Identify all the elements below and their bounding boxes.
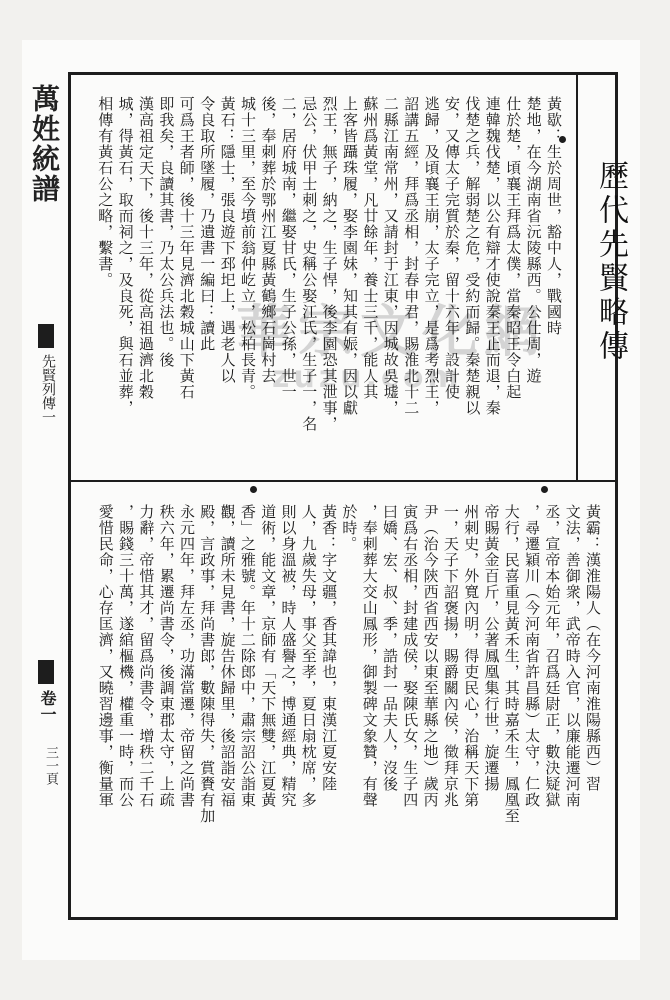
text-column: 曰嬌、宏、叔、季，誥封一品夫人，沒後 [381, 504, 399, 792]
text-column: 二，居府城南，繼娶甘氏，生子公孫，世一 [279, 96, 298, 400]
text-column: 黃石：隱士，張良遊下邳圯上，遇老人以 [218, 96, 237, 384]
watermark: 華宗文化網 [236, 300, 546, 365]
text-column: 黃霸：漢淮陽人（在今河南淮陽縣西）習 [584, 504, 602, 792]
text-column: ，賜錢三十萬，遂綰樞機，權重一時，而公 [117, 504, 136, 808]
entry-marker [250, 486, 257, 493]
text-column: 永元四年，拜左丞，功滿當遷，帝留之尚書 [178, 504, 196, 808]
text-column: 仕於楚，頃襄王拜爲太僕，當秦昭王令白起 [504, 96, 523, 400]
text-column: 殿，言政事，拜尚書郎，數陳得失，賞賚有加 [198, 504, 217, 824]
page-heading: 歷代先賢略傳 [593, 160, 628, 364]
text-column: 可爲王者師，後十三年見濟北穀城山下黃石 [177, 96, 196, 400]
text-column: 則以身溫被，時人盛譽之，博通經典，精究 [279, 504, 298, 808]
heading-rule [576, 75, 578, 480]
text-column: 蘇州爲黃堂，凡廿餘年，養士三千，能人其 [361, 96, 380, 400]
text-column: 上客皆躡珠履，娶李園妹，知其有娠，因以獻 [341, 96, 359, 416]
text-column: 楚地，在今湖南省沅陵縣西。公仕周，遊 [524, 96, 543, 384]
section-divider [71, 480, 615, 482]
text-column: 令良取所墜履，乃遺書一編曰：讀此 [198, 96, 217, 352]
text-column: 秩六年，累遷尚書令，後調東郡太守，上疏 [157, 504, 176, 808]
text-column: 後，奉刺葬於鄂州江夏縣黃鶴鄉石崗村去 [259, 96, 278, 384]
text-column: 漢高祖定天下，後十三年，從高祖過濟北穀 [137, 96, 155, 400]
volume-label: 卷一 [38, 690, 57, 722]
text-column: 大行，民喜重見黃禾生，其時嘉禾生，鳳凰至 [502, 504, 521, 824]
text-column: 寅爲右丞相，封建成侯，娶陳氏女，生子四 [401, 504, 420, 808]
text-column: 忌公，伏甲士刺之，史稱公娶江氏，生子一，名 [300, 96, 319, 432]
text-column: 丞，宣帝本始元年，召爲廷尉正，數決疑獄 [543, 504, 562, 808]
text-column: 愛惜民命，心存匡濟，又曉習邊事，衡量軍 [96, 504, 115, 808]
text-column: 香」之雅號。年十二除郎中，肅宗詔公詣東 [238, 504, 257, 808]
text-column: 城十三里，至今墳前翁仲屹立，松柏長青。 [239, 96, 257, 400]
text-column: 尹（治今陝西省西安以東至華縣之地）歲丙 [421, 504, 440, 808]
text-column: 烈王，無子，納之，生子悍，後李園恐其泄事， [320, 96, 339, 432]
text-column: 於時。 [340, 504, 359, 552]
page-number: 三一頁 [43, 746, 58, 785]
text-column: 觀，讀所未見書，旋告休歸里，後詔詣安福 [218, 504, 237, 808]
text-column: 黃歇：生於周世，豁中人，戰國時 [545, 96, 563, 336]
text-column: 即我矣，良讀其書，乃太公兵法也。後 [157, 96, 176, 368]
text-column: 詔講五經，拜爲丞相，封春申君，賜淮北十二 [402, 96, 421, 416]
entry-marker [541, 486, 548, 493]
watermark-sub: zuzu.com [272, 360, 463, 395]
text-column: 伐楚之兵，解弱楚之危，受約而歸。秦楚親以 [463, 96, 482, 416]
text-column: 人，九歲失母，事父至孝，夏日扇枕席，多 [299, 504, 318, 808]
text-column: 二縣江南常州，又請封于江東，因城故吳墟， [381, 96, 400, 416]
section-label: 先賢列傳一 [40, 354, 56, 424]
text-column: 黃香：字文疆，香其諱也，東漢江夏安陸 [320, 504, 339, 792]
text-column: 城，得黃石，取而祠之，及良死，與石並葬， [116, 96, 135, 416]
book-page [22, 40, 640, 960]
text-column: 帝賜黃金百斤，公著鳳凰集行世，旋遷揚 [482, 504, 501, 792]
text-column: 州刺史，外寬內明，得吏民心，治稱天下第 [462, 504, 481, 808]
volume-marker [38, 660, 54, 684]
text-column: ，奉刺葬大交山鳳形，御製碑文象贊，有聲 [360, 504, 379, 808]
text-column: 道術，能文章，京師有「天下無雙，江夏黃 [259, 504, 278, 808]
text-column: ，尋遷穎川（今河南省許昌縣）太守，仁政 [523, 504, 542, 808]
text-column: 連韓魏伐楚，以公有辯才使說秦王止而退，秦 [483, 96, 502, 416]
section-marker [38, 324, 54, 348]
text-column: 力辭，帝惜其才，留爲尚書令，增秩二千石 [137, 504, 156, 808]
text-column: 文法，善御衆，武帝時入官，以廉能遷河南 [563, 504, 582, 808]
book-title-margin: 萬姓統譜 [28, 84, 61, 204]
text-column: 逃歸，及頃襄王崩，太子完立，是爲考烈王， [422, 96, 441, 416]
text-column: 相傳有黃石公之略，繫書。 [96, 96, 115, 288]
text-column: 安，又傳太子完質於秦，留十六年，設計使 [443, 96, 461, 400]
text-column: 一，天子下詔褒揚，賜爵關內侯，徵拜京兆 [441, 504, 460, 808]
